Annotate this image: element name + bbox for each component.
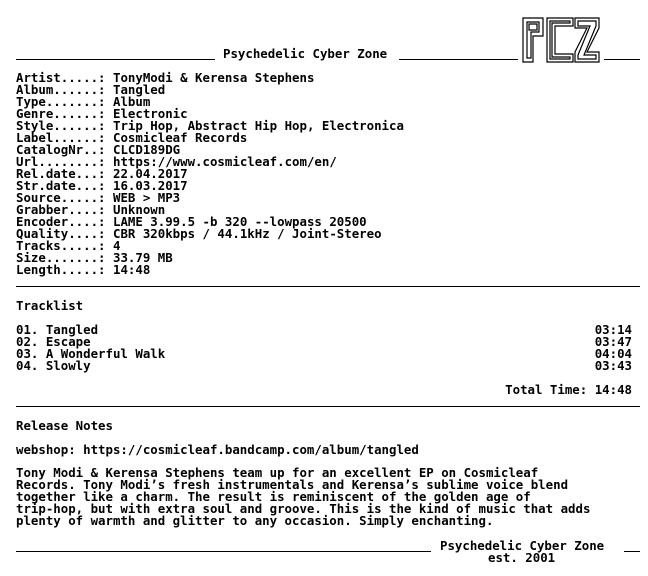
- total-time: Total Time: 14:48: [505, 382, 632, 397]
- field-value[interactable]: https://www.cosmicleaf.com/en/: [113, 154, 337, 169]
- description-line: trip-hop, but with extra soul and groove. This is the kind of music that adds: [16, 501, 591, 516]
- field-value: Tangled: [113, 82, 166, 97]
- track-title: 04. Slowly: [16, 358, 91, 373]
- field-label: Grabber....:: [16, 202, 106, 217]
- track-row: [16, 360, 632, 372]
- field-label: CatalogNr..:: [16, 142, 106, 157]
- release-description: [16, 467, 636, 527]
- footer-brand: Psychedelic Cyber Zone: [440, 538, 605, 553]
- field-value: 22.04.2017: [113, 166, 188, 181]
- field-label: Size.......:: [16, 250, 106, 265]
- field-value: Album: [113, 94, 151, 109]
- field-label: Genre......:: [16, 106, 106, 121]
- field-label: Style......:: [16, 118, 106, 133]
- track-row: [16, 348, 632, 360]
- field-label: Length.....:: [16, 262, 106, 277]
- field-value: Unknown: [113, 202, 166, 217]
- field-label: Artist.....:: [16, 70, 106, 85]
- description-line: together like a charm. The result is reminiscent of the golden age of: [16, 489, 531, 504]
- field-label: Quality....:: [16, 226, 106, 241]
- track-time: 04:04: [594, 346, 632, 361]
- tracklist-heading: Tracklist: [16, 298, 84, 313]
- header-rule-left: [16, 59, 215, 60]
- field-value: LAME 3.99.5 -b 320 --lowpass 20500: [113, 214, 367, 229]
- track-time: 03:43: [594, 358, 632, 373]
- footer-rule-left: [16, 551, 431, 552]
- field-label: Url........:: [16, 154, 106, 169]
- field-value: TonyModi & Kerensa Stephens: [113, 70, 315, 85]
- description-line: Tony Modi & Kerensa Stephens team up for an excellent EP on Cosmicleaf: [16, 465, 539, 480]
- track-time: 03:14: [594, 322, 632, 337]
- field-value: Electronic: [113, 106, 188, 121]
- header-rule-right: [399, 59, 518, 60]
- field-label: Label......:: [16, 130, 106, 145]
- release-notes-heading: Release Notes: [16, 418, 113, 433]
- field-value: Trip Hop, Abstract Hip Hop, Electronica: [113, 118, 404, 133]
- field-value: 16.03.2017: [113, 178, 188, 193]
- header-rule-far-right: [604, 59, 640, 60]
- description-line: Records. Tony Modi’s fresh instrumentals and Kerensa’s sublime voice blend: [16, 477, 569, 492]
- field-value: 33.79 MB: [113, 250, 173, 265]
- field-row: [16, 264, 632, 276]
- track-row: [16, 324, 632, 336]
- field-label: Source.....:: [16, 190, 106, 205]
- header-brand: Psychedelic Cyber Zone: [223, 46, 388, 61]
- notes-rule-top: [16, 406, 640, 407]
- footer-rule-right: [624, 551, 640, 552]
- field-value: Cosmicleaf Records: [113, 130, 248, 145]
- field-label: Album......:: [16, 82, 106, 97]
- field-label: Str.date...:: [16, 178, 106, 193]
- field-label: Tracks.....:: [16, 238, 106, 253]
- track-title: 02. Escape: [16, 334, 91, 349]
- track-title: 03. A Wonderful Walk: [16, 346, 166, 361]
- release-info-fields: [16, 72, 632, 276]
- track-time: 03:47: [594, 334, 632, 349]
- field-value: WEB > MP3: [113, 190, 181, 205]
- footer-est: est. 2001: [488, 550, 556, 565]
- track-title: 01. Tangled: [16, 322, 99, 337]
- field-label: Rel.date...:: [16, 166, 106, 181]
- field-value: 4: [113, 238, 121, 253]
- pcz-logo: [521, 16, 601, 64]
- webshop-link[interactable]: webshop: https://cosmicleaf.bandcamp.com/album/tangled: [16, 442, 419, 457]
- field-label: Encoder....:: [16, 214, 106, 229]
- field-value: CLCD189DG: [113, 142, 181, 157]
- field-value: 14:48: [113, 262, 151, 277]
- field-label: Type.......:: [16, 94, 106, 109]
- description-line: plenty of warmth and glitter to any occasion. Simply enchanting.: [16, 513, 494, 528]
- tracklist-rule-top: [16, 286, 640, 287]
- field-value: CBR 320kbps / 44.1kHz / Joint-Stereo: [113, 226, 382, 241]
